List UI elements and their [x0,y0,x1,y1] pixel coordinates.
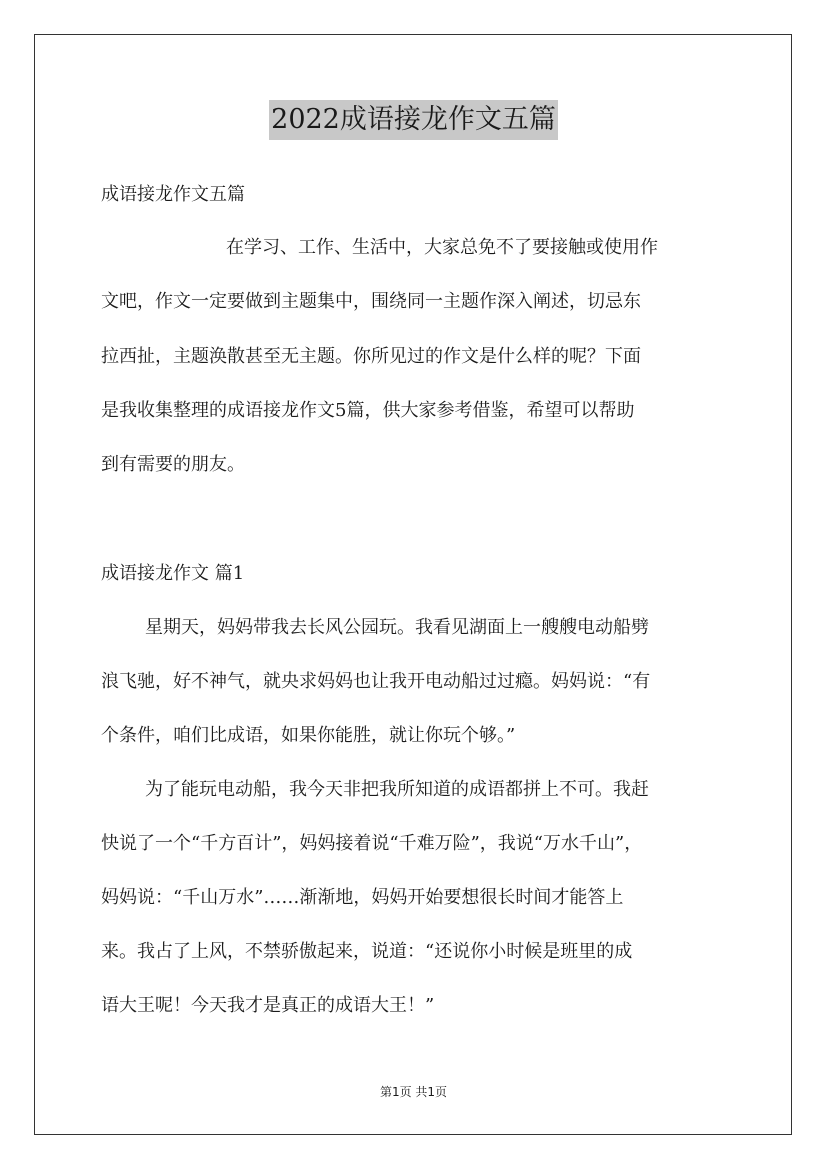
intro-line-4: 是我收集整理的成语接龙作文5篇，供大家参考借鉴，希望可以帮助 [101,400,635,421]
document-title: 2022成语接龙作文五篇 [269,100,558,140]
body-line-8: 语大王呢！今天我才是真正的成语大王！” [101,995,435,1016]
body-line-6: 妈妈说：“千山万水”……渐渐地，妈妈开始要想很长时间才能答上 [101,887,624,908]
section-heading: 成语接龙作文 篇1 [101,563,245,584]
intro-line-1: 在学习、工作、生活中，大家总免不了要接触或使用作 [226,237,658,258]
title-container [0,100,827,140]
page-footer: 第1页 共1页 [379,1085,448,1099]
body-line-4: 为了能玩电动船，我今天非把我所知道的成语都拼上不可。我赶 [145,779,649,800]
body-line-5: 快说了一个“千方百计”，妈妈接着说“千难万险”，我说“万水千山”， [101,833,643,854]
body-line-3: 个条件，咱们比成语，如果你能胜，就让你玩个够。” [101,725,516,746]
document-heading: 成语接龙作文五篇 [101,184,245,205]
intro-line-5: 到有需要的朋友。 [101,454,245,475]
intro-line-3: 拉西扯，主题涣散甚至无主题。你所见过的作文是什么样的呢？下面 [101,346,641,367]
intro-line-2: 文吧，作文一定要做到主题集中，围绕同一主题作深入阐述，切忌东 [101,291,641,312]
body-line-1: 星期天，妈妈带我去长风公园玩。我看见湖面上一艘艘电动船劈 [145,617,649,638]
body-line-7: 来。我占了上风，不禁骄傲起来，说道：“还说你小时候是班里的成 [101,941,633,962]
body-line-2: 浪飞驰，好不神气，就央求妈妈也让我开电动船过过瘾。妈妈说：“有 [101,671,651,692]
